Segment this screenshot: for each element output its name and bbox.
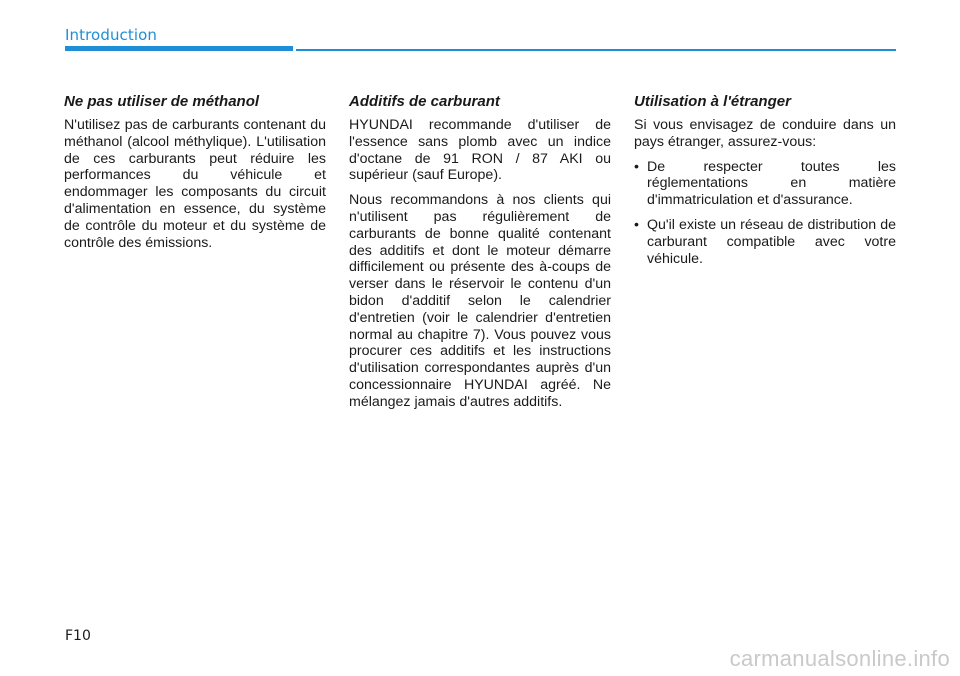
- column-abroad: [634, 93, 896, 275]
- paragraph-octane: HYUNDAI recommande d'utiliser de l'essence sans plomb avec un indice d'octane de 91 RON / 87 AKI ou supérieur (sauf Europe).: [349, 117, 611, 184]
- bullet-list: [634, 159, 896, 268]
- heading-abroad: Utilisation à l'étranger: [634, 93, 791, 110]
- bullet-icon: •: [634, 216, 639, 233]
- paragraph-methanol: N'utilisez pas de carburants contenant du méthanol (alcool méthylique). L'utilisation de ces carburants peut réduire les performances du véhicule et endommager les composants du circuit d'alimentation en essence, du système de contrôle du moteur et du système de contrôle des émissions.: [64, 117, 326, 251]
- list-item-text: De respecter toutes les réglementations en matière d'immatriculation et d'assurance.: [647, 158, 896, 209]
- list-item: [634, 217, 896, 267]
- section-title: Introduction: [65, 26, 158, 44]
- header-rule-thick: [65, 46, 293, 51]
- bullet-icon: •: [634, 158, 639, 175]
- column-methanol: [64, 93, 326, 259]
- list-item-text: Qu'il existe un réseau de distribution de carburant compatible avec votre véhicule.: [647, 216, 896, 267]
- paragraph-additives: Nous recommandons à nos clients qui n'utilisent pas régulièrement de carburants de bonne qualité contenant des additifs et dont le moteur démarre difficilement ou présente des à-coups de verser dans le réservoir le contenu d'un bidon d'additif selon le calendrier d'entretien (voir le calendrier d'entretien normal au chapitre 7). Vous pouvez vous procurer ces additifs et les instructions d'utilisation correspondantes auprès d'un concessionnaire HYUNDAI agréé. Ne mélangez jamais d'autres additifs.: [349, 192, 611, 410]
- header-rule-thin: [296, 49, 896, 51]
- heading-fuel-additives: Additifs de carburant: [349, 93, 500, 110]
- paragraph-abroad-intro: Si vous envisagez de conduire dans un pays étranger, assurez-vous:: [634, 117, 896, 150]
- column-fuel-additives: [349, 93, 611, 419]
- list-item: [634, 159, 896, 209]
- heading-methanol: Ne pas utiliser de méthanol: [64, 93, 260, 110]
- watermark: carmanualsonline.info: [729, 646, 950, 671]
- page-number: F10: [65, 628, 91, 644]
